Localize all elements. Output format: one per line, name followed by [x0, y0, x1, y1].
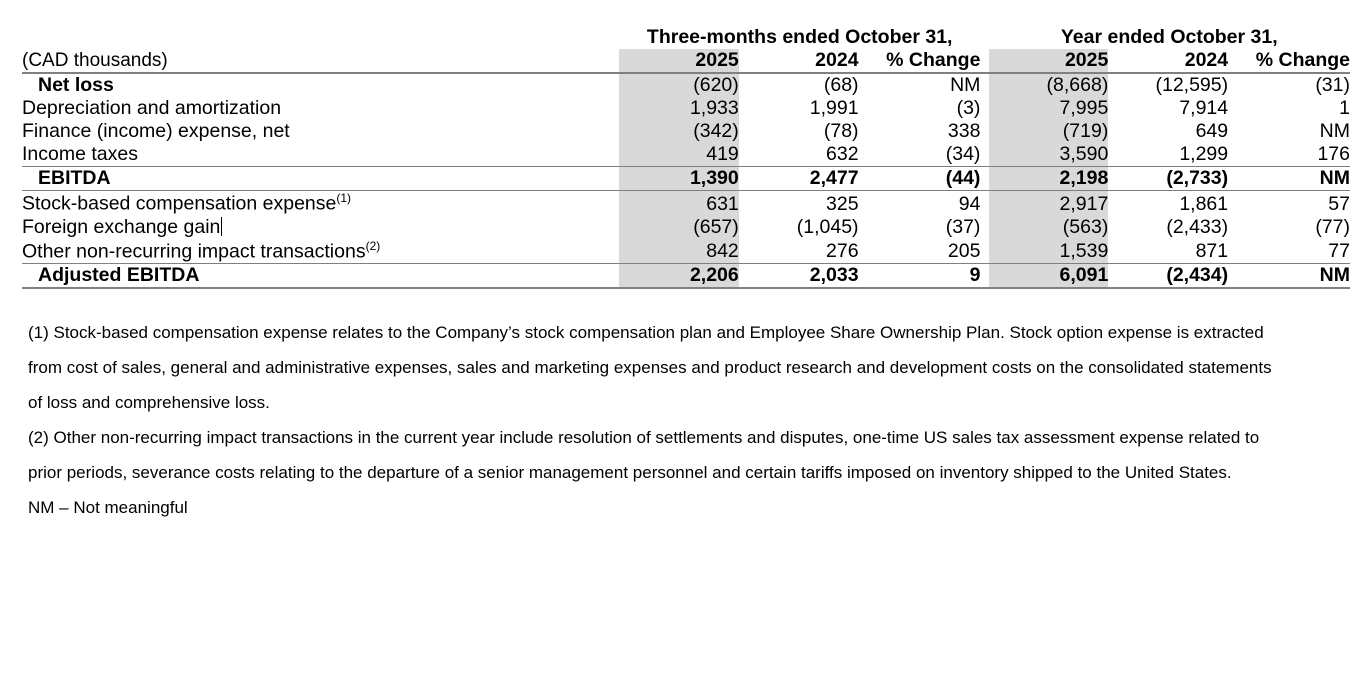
row-value: 2,917 — [989, 191, 1109, 216]
row-value: 2,033 — [739, 264, 859, 289]
footnote-line: (1) Stock-based compensation expense relates to the Company’s stock compensation plan and Employee Share Ownership Plan. Stock option expense is extracted — [28, 323, 1264, 342]
row-label — [22, 216, 619, 239]
row-value: 77 — [1328, 240, 1350, 262]
row-label: EBITDA — [22, 167, 619, 191]
row-value: 57 — [1228, 191, 1350, 216]
row-value: (563) — [989, 216, 1109, 239]
spacer-cell — [980, 143, 988, 167]
row-value: NM — [1228, 167, 1350, 191]
row-label — [22, 239, 619, 264]
row-value: (78) — [823, 120, 859, 142]
row-value: (8,668) — [989, 73, 1109, 97]
col-header-q-2025: 2025 — [619, 49, 739, 73]
row-value: NM — [1228, 264, 1350, 289]
footnote-marker: (2) — [365, 238, 381, 253]
row-value: (68) — [739, 73, 859, 97]
row-value: 419 — [619, 143, 739, 167]
row-value: (12,595) — [1108, 73, 1228, 97]
footnote-marker: (1) — [336, 191, 352, 205]
row-label: Depreciation and amortization — [22, 97, 282, 119]
footnotes-block — [22, 315, 1349, 525]
row-value: (3) — [956, 97, 981, 119]
row-value: (2,433) — [1166, 215, 1229, 238]
row-value: (342) — [619, 120, 739, 143]
row-label-text: Stock-based compensation expense — [22, 192, 337, 215]
row-value: 7,914 — [1179, 97, 1229, 119]
ebitda-reconciliation-table — [22, 26, 1350, 289]
spacer-cell — [980, 97, 988, 120]
spacer-cell — [980, 120, 988, 143]
row-value: NM — [859, 73, 981, 97]
row-value: 632 — [826, 143, 859, 165]
table-row — [22, 73, 1350, 97]
document-page — [0, 26, 1371, 686]
spacer-cell — [980, 49, 988, 73]
row-value: 1,991 — [809, 97, 859, 119]
row-value: 205 — [947, 240, 981, 262]
table-row — [22, 143, 1350, 167]
col-header-q-2024: 2024 — [815, 49, 859, 71]
col-header-y-2025: 2025 — [989, 49, 1109, 73]
col-header-y-2024: 2024 — [1184, 49, 1229, 71]
table-row — [22, 97, 1350, 120]
row-value: 2,198 — [989, 167, 1109, 191]
row-value: 1,861 — [1108, 191, 1228, 216]
table-row — [22, 191, 1350, 216]
footnote-line: from cost of sales, general and administrative expenses, sales and marketing expenses and product research and development costs on the consolidated statements — [28, 358, 1272, 377]
row-value: 9 — [859, 264, 981, 289]
row-value: (2,733) — [1108, 167, 1228, 191]
footnote-line: of loss and comprehensive loss. — [28, 393, 270, 412]
row-label — [22, 191, 619, 216]
group-header-year: Year ended October 31, — [1060, 26, 1278, 48]
text-cursor — [221, 217, 222, 236]
row-value: 1,539 — [989, 239, 1109, 264]
row-value: 2,477 — [739, 167, 859, 191]
row-value: 276 — [826, 240, 859, 262]
row-value: 842 — [619, 239, 739, 264]
row-label-text: Other non-recurring impact transactions — [22, 240, 366, 262]
spacer-cell — [980, 191, 988, 216]
row-value: 1,299 — [1179, 143, 1229, 165]
row-label: Income taxes — [22, 143, 138, 165]
row-value: NM — [1319, 120, 1350, 142]
row-value: 2,206 — [619, 264, 739, 289]
table-column-header-row — [22, 49, 1350, 73]
row-label: Net loss — [22, 73, 619, 97]
row-value: (620) — [619, 73, 739, 97]
footnote-line: NM – Not meaningful — [28, 498, 188, 517]
row-value: (719) — [989, 120, 1109, 143]
row-label: Adjusted EBITDA — [22, 264, 619, 289]
row-value: (44) — [859, 167, 981, 191]
row-value: (657) — [619, 216, 739, 239]
spacer-cell — [980, 73, 988, 97]
spacer-cell — [980, 216, 988, 239]
row-label-text: Foreign exchange gain — [22, 215, 221, 238]
footnote-line: prior periods, severance costs relating to the departure of a senior management personnel and certain tariffs imposed on inventory shipped to the United States. — [28, 463, 1232, 482]
col-header-y-change: % Change — [1255, 49, 1350, 71]
row-value: 871 — [1195, 240, 1229, 262]
spacer-cell — [980, 264, 988, 289]
row-value: 1,390 — [619, 167, 739, 191]
row-value: 7,995 — [989, 97, 1109, 120]
spacer-cell — [980, 239, 988, 264]
row-value: (1,045) — [796, 215, 859, 238]
table-row — [22, 120, 1350, 143]
group-header-three-months: Three-months ended October 31, — [646, 26, 953, 48]
spacer-cell — [980, 26, 988, 49]
row-value: (34) — [945, 143, 981, 165]
row-value: 631 — [619, 191, 739, 216]
row-value: 1,933 — [619, 97, 739, 120]
table-row — [22, 216, 1350, 239]
table-row — [22, 264, 1350, 289]
row-value: 1 — [1339, 97, 1350, 119]
table-row — [22, 167, 1350, 191]
row-value: 6,091 — [989, 264, 1109, 289]
footnote-line: (2) Other non-recurring impact transactions in the current year include resolution of settlements and disputes, one-time US sales tax assessment expense related to — [28, 428, 1260, 447]
row-value: 649 — [1195, 120, 1229, 142]
row-value: (37) — [945, 215, 981, 238]
row-value: 3,590 — [989, 143, 1109, 167]
row-value: (31) — [1228, 73, 1350, 97]
row-value: 176 — [1317, 143, 1350, 165]
row-value: (77) — [1315, 215, 1350, 238]
col-header-q-change: % Change — [886, 49, 981, 71]
unit-label: (CAD thousands) — [22, 50, 168, 71]
table-group-header-row — [22, 26, 1350, 49]
row-value: 325 — [739, 191, 859, 216]
row-value: 338 — [947, 120, 981, 142]
spacer-cell — [980, 167, 988, 191]
spacer-cell — [22, 26, 619, 49]
table-row — [22, 239, 1350, 264]
row-value: 94 — [859, 191, 981, 216]
row-value: (2,434) — [1108, 264, 1228, 289]
row-label: Finance (income) expense, net — [22, 120, 290, 142]
